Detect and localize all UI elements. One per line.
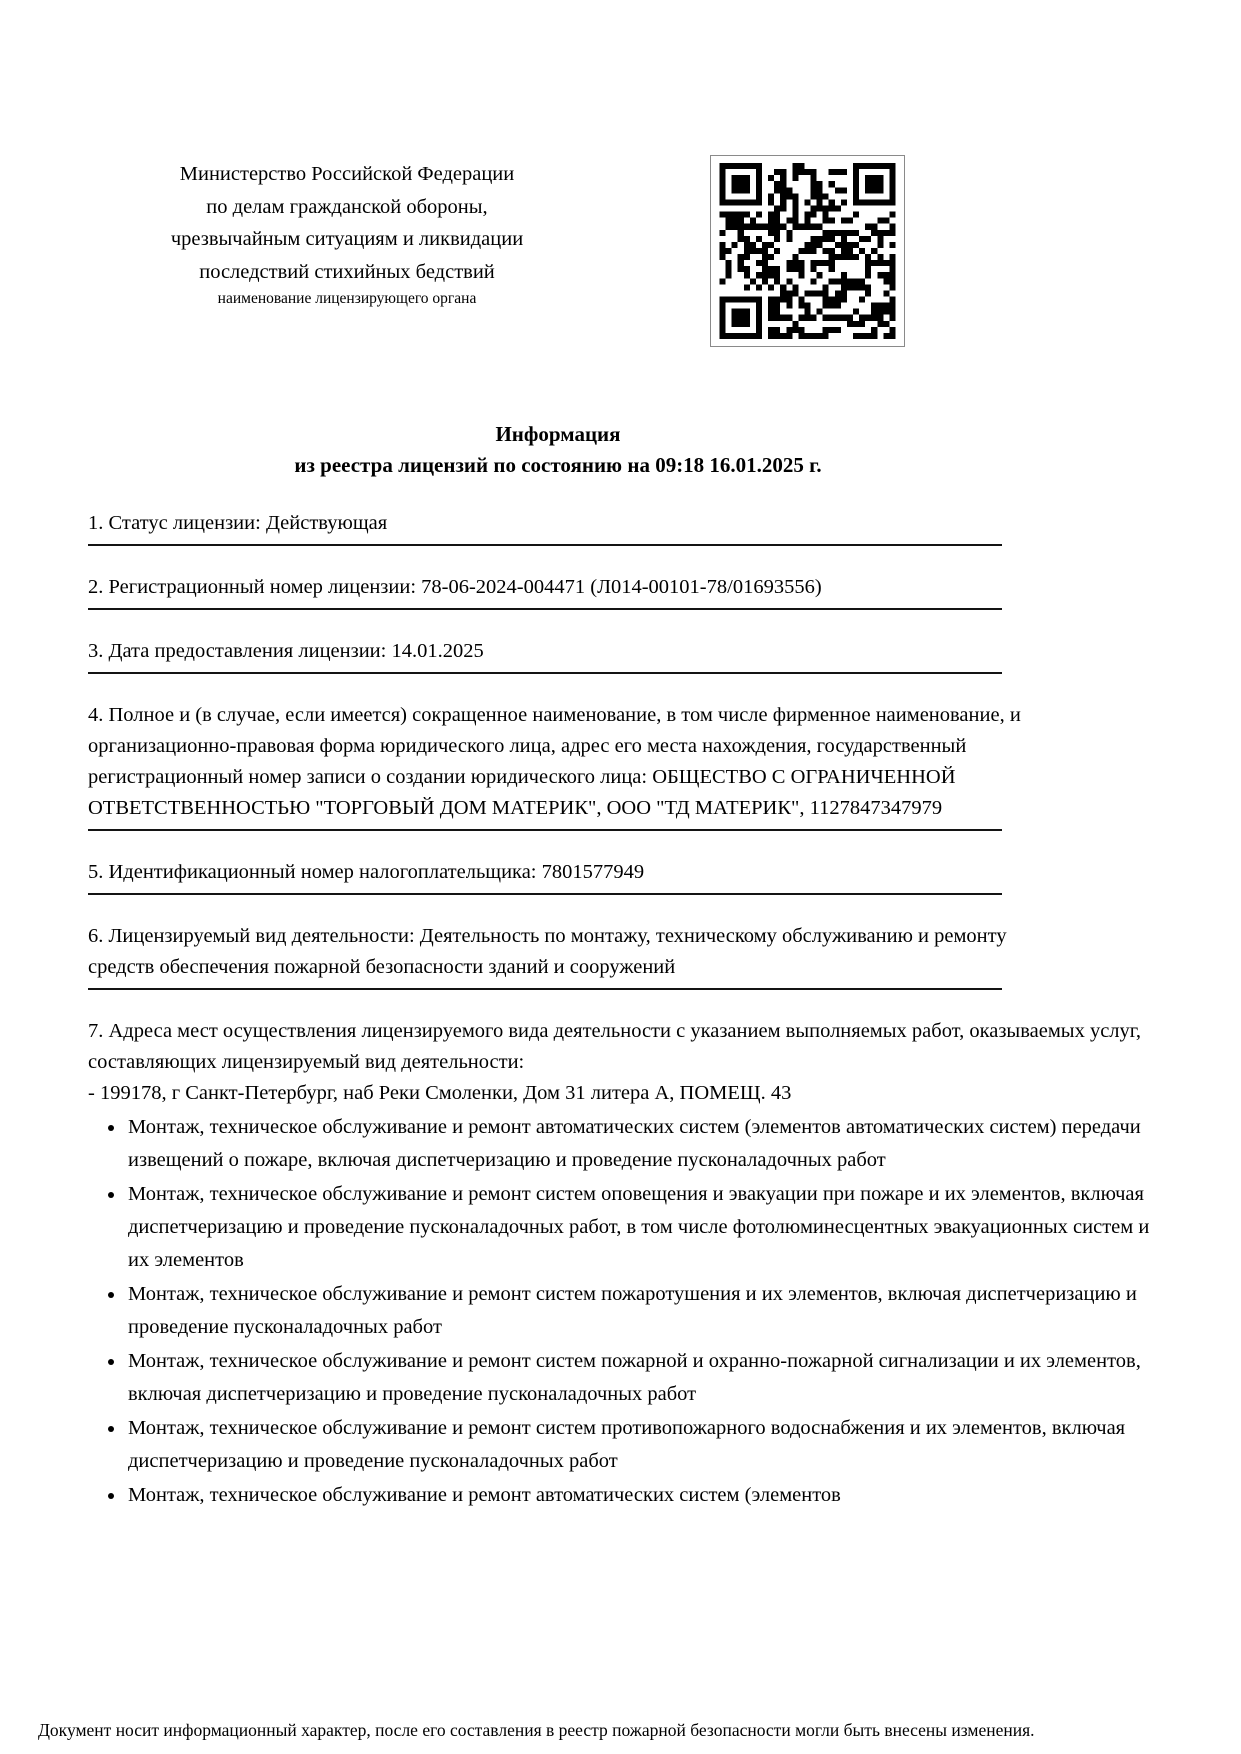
- work-item: • Монтаж, техническое обслуживание и ремонт систем оповещения и эвакуации при пожаре и их элементов, включая диспетчеризацию и проведение пусконаладочных работ, в том числе фотолюминесцентных эвакуационных систем и их элементов: [126, 1178, 1163, 1277]
- work-item: • Монтаж, техническое обслуживание и ремонт систем пожаротушения и их элементов, включая диспетчеризацию и проведение пусконаладочных работ: [126, 1278, 1163, 1344]
- issuer-block: [118, 158, 576, 309]
- field-underline: [88, 893, 1002, 895]
- field-inn: [88, 857, 1163, 895]
- field-text: 6. Лицензируемый вид деятельности: Деятельность по монтажу, техническому обслуживанию и ремонту средств обеспечения пожарной безопасности зданий и сооружений: [88, 925, 1007, 978]
- work-item: • Монтаж, техническое обслуживание и ремонт систем противопожарного водоснабжения и их элементов, включая диспетчеризацию и проведение пусконаладочных работ: [126, 1412, 1163, 1478]
- field-registration-number: [88, 572, 1163, 610]
- field-licensed-activity: [88, 921, 1163, 990]
- field-underline: [88, 544, 1002, 546]
- qr-code-svg: [718, 163, 897, 339]
- field-text: 1. Статус лицензии: Действующая: [88, 512, 388, 534]
- work-item: • Монтаж, техническое обслуживание и ремонт автоматических систем (элементов: [126, 1479, 1163, 1512]
- fields-list: [88, 508, 1163, 1538]
- field-grant-date: [88, 636, 1163, 674]
- address-line: - 199178, г Санкт-Петербург, наб Реки Смоленки, Дом 31 литера А, ПОМЕЩ. 43: [88, 1082, 792, 1104]
- issuer-line: последствий стихийных бедствий: [199, 260, 495, 283]
- title-block: [88, 419, 1028, 481]
- footer-note: Документ носит информационный характер, после его составления в реестр пожарной безопасности могли быть внесены изменения.: [38, 1720, 1035, 1740]
- addresses-intro: 7. Адреса мест осуществления лицензируемого вида деятельности с указанием выполняемых работ, оказываемых услуг, составляющих лицензируемый вид деятельности:: [88, 1020, 1141, 1073]
- document-subtitle: из реестра лицензий по состоянию на 09:18 16.01.2025 г.: [294, 453, 822, 477]
- field-underline: [88, 608, 1002, 610]
- field-text: 2. Регистрационный номер лицензии: 78-06-2024-004471 (Л014-00101-78/01693556): [88, 576, 822, 598]
- field-text: 5. Идентификационный номер налогоплательщика: 7801577949: [88, 861, 645, 883]
- document-title: Информация: [495, 422, 621, 446]
- field-text: 3. Дата предоставления лицензии: 14.01.2025: [88, 640, 484, 662]
- field-underline: [88, 672, 1002, 674]
- issuer-caption: наименование лицензирующего органа: [217, 290, 477, 307]
- works-list: [88, 1111, 1163, 1512]
- field-organization-name: [88, 700, 1163, 831]
- field-underline: [88, 829, 1002, 831]
- field-addresses: [88, 1016, 1163, 1512]
- work-item: • Монтаж, техническое обслуживание и ремонт автоматических систем (элементов автоматических систем) передачи извещений о пожаре, включая диспетчеризацию и проведение пусконаладочных работ: [126, 1111, 1163, 1177]
- work-item: • Монтаж, техническое обслуживание и ремонт систем пожарной и охранно-пожарной сигнализации и их элементов, включая диспетчеризацию и проведение пусконаладочных работ: [126, 1345, 1163, 1411]
- issuer-line: по делам гражданской обороны,: [206, 195, 488, 218]
- qr-code: [710, 155, 905, 347]
- field-underline: [88, 988, 1002, 990]
- field-text: 4. Полное и (в случае, если имеется) сокращенное наименование, в том числе фирменное наименование, и организационно-правовая форма юридического лица, адрес его места нахождения, государственный регистрационный номер записи о создании юридического лица: ОБЩЕСТВО С ОГРАНИЧЕННОЙ ОТВЕТСТВЕННОСТЬЮ "ТОРГОВЫЙ ДОМ МАТЕРИК", ООО "ТД МАТЕРИК", 1127847347979: [88, 704, 1021, 819]
- field-license-status: [88, 508, 1163, 546]
- issuer-line: чрезвычайным ситуациям и ликвидации: [170, 228, 524, 250]
- issuer-line: Министерство Российской Федерации: [179, 163, 515, 185]
